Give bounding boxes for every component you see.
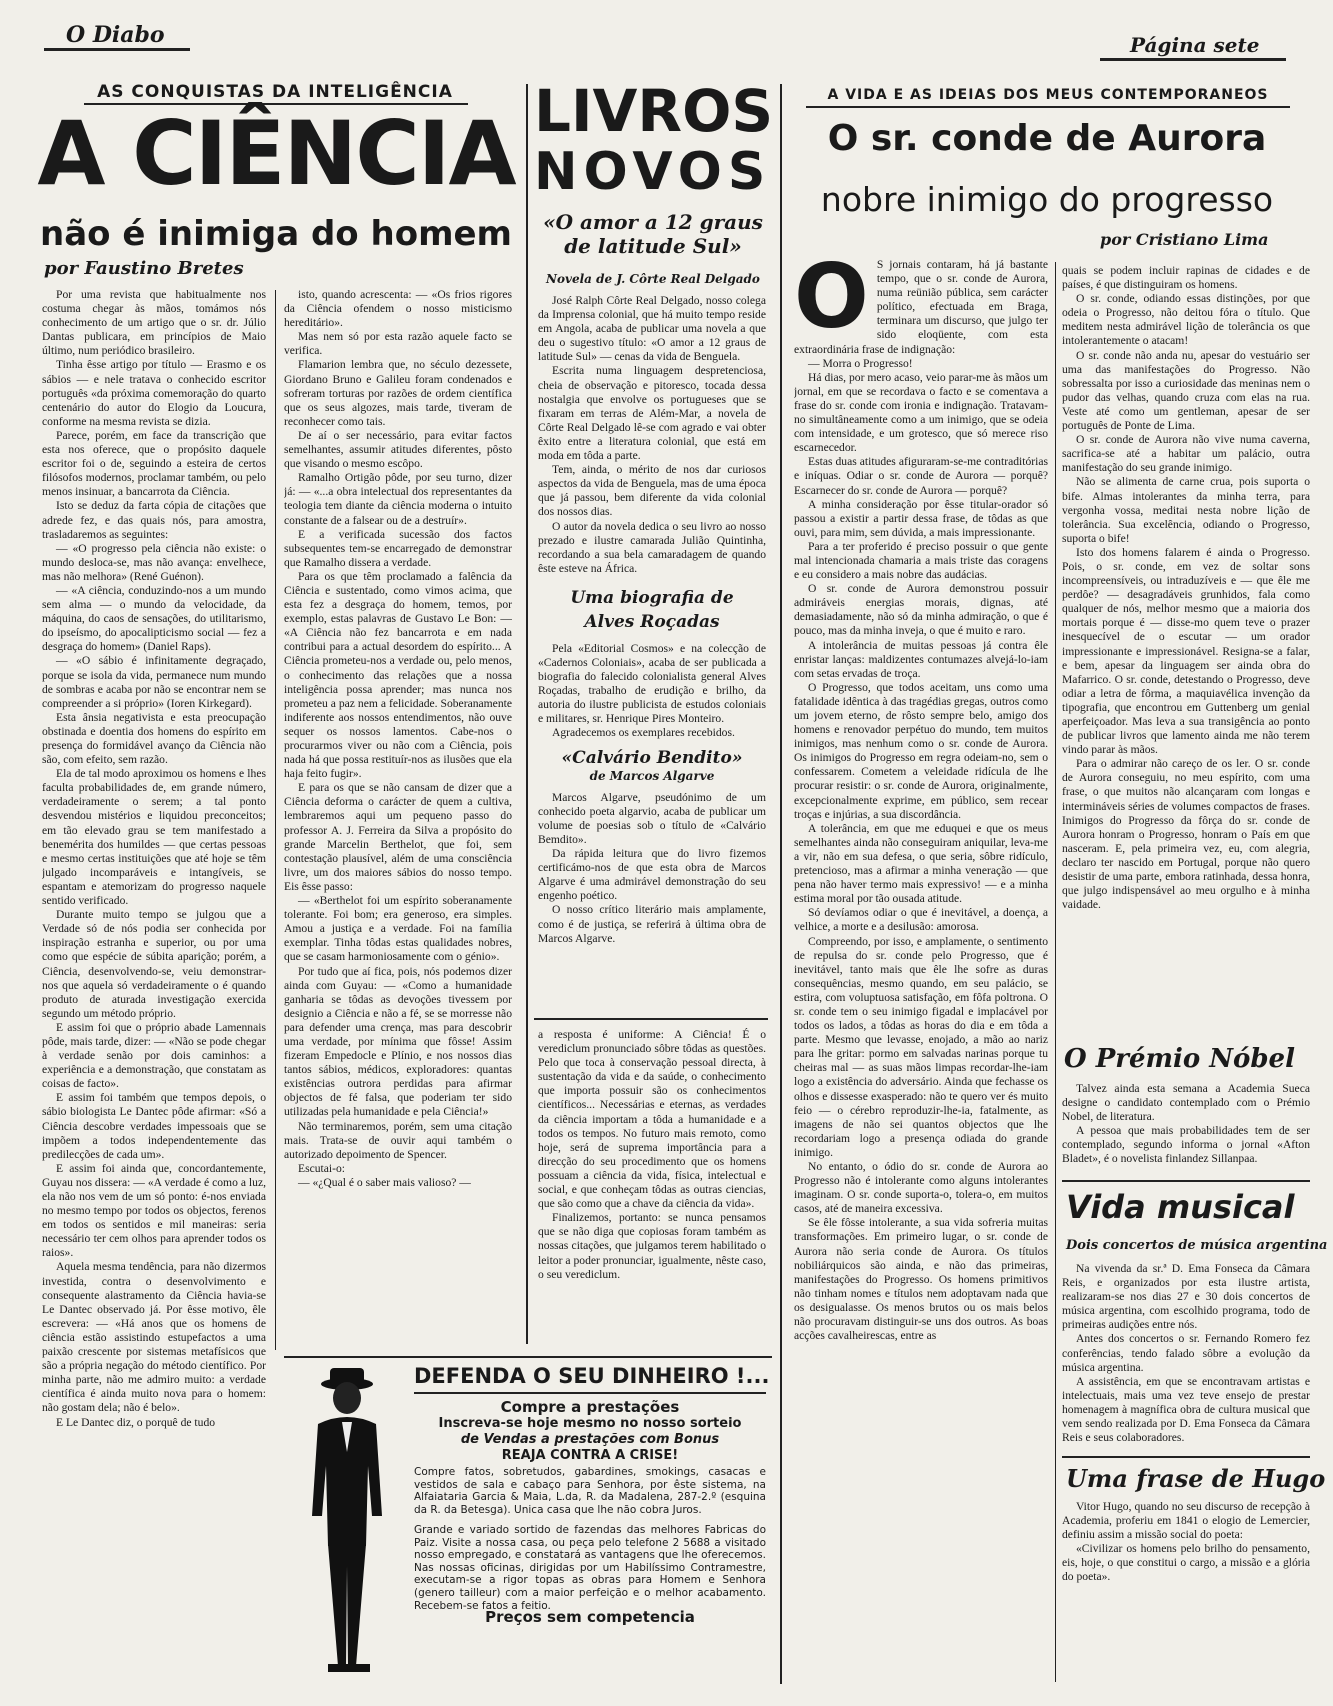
advert-sub1: Compre a prestações [500, 1398, 680, 1416]
paragraph: Agradecemos os exemplares recebidos. [552, 726, 735, 740]
paragraph: Mas nem só por esta razão aquele facto se verifica. [284, 330, 512, 358]
paragraph: Aquela mesma tendência, para não dizermos investida, contra o desenvolvimento e consequente alastramento da Ciência havia-se Le Dantec observado já. Por êsse motivo, êle escrevera: — «Há anos que os homens de ciência estão assistindo estupefactos a uma paixão crescente por sistemas metafísicos que são a própria negação do método científico. Por minha parte, não me admiro muito: a verdade científica é ainda muito nova para o homem: não gostam dela; não é belo». [42, 1260, 266, 1415]
paragraph: quais se podem incluir rapinas de cidades e de países, é que distinguiram os homens. [1062, 264, 1310, 292]
header-rule-right [1100, 58, 1286, 61]
right-col-2 [1062, 264, 1310, 1034]
right-title-line1: O sr. conde de Aurora [827, 118, 1267, 159]
music-subtitle: Dois concertos de música argentina [1066, 1238, 1328, 1253]
paragraph: Há dias, por mero acaso, veio parar-me às mãos um jornal, em que se recordava o facto e se comentava a frase do sr. conde com ironia e indignação. Tratavam-no simultâneamente como a um inimigo, que se odeia com intensidade, e um grotesco, que só merece riso escarnecedor. [794, 370, 1048, 455]
paragraph: A assistência, em que se encontravam artistas e intelectuais, mais uma vez teve ensejo de prestar homenagem à magnífica obra de cultura musical que vem sendo realizada por D. Ema Fonseca da Câmara Reis e seus colaboradores. [1062, 1374, 1310, 1445]
paragraph: Tem, ainda, o mérito de nos dar curiosos aspectos da vida de Benguela, mas de uma época que já passou, bem diferente da vida colonial dos nossos dias. [538, 463, 766, 519]
paragraph: Esta ânsia negativista e esta preocupação obstinada e doentia dos homens do espírito em presença do formidável avanço da Ciência não são, com efeito, sem razão. [42, 710, 266, 767]
paragraph: isto, quando acrescenta: — «Os frios rigores da Ciência ofendem o nosso misticismo hereditário». [284, 288, 512, 330]
hugo-title: Uma frase de Hugo [1066, 1464, 1326, 1493]
paragraph: E a verificada sucessão dos factos subsequentes tem-se encarregado de demonstrar que Ramalho dissera a verdade. [284, 527, 512, 569]
advert-headline: DEFENDA O SEU DINHEIRO !... [414, 1364, 770, 1388]
advert-sub2: Inscreva-se hoje mesmo no nosso sorteio [438, 1416, 742, 1431]
advert-sub3: de Vendas a prestações com Bonus [460, 1432, 720, 1447]
paragraph: — Morra o Progresso! [808, 356, 913, 370]
column-divider [526, 84, 528, 1344]
paragraph: E assim foi também que tempos depois, o sábio biologista Le Dantec pôde afirmar: «Só a Ciência descobre verdades impessoais que se impõem a todos independentemente das predilecções de cada um». [42, 1091, 266, 1161]
paragraph: E para os que se não cansam de dizer que a Ciência deforma o carácter de quem a cultiva, lembraremos aqui um pequeno passo do professor A. J. Ferreira da Silva a propósito do grande Marcelin Berthelot, que foi, sem contestação plausível, além de uma consciência livre, um dos maiores sábios do nosso tempo. Eis êsse passo: [284, 781, 512, 893]
left-kicker: AS CONQUISTAS DA INTELIGÊNCIA [97, 82, 453, 102]
masthead-title: O Diabo [66, 22, 165, 48]
paragraph: Antes dos concertos o sr. Fernando Romero fez conferências, tendo falado sôbre a evolução da música argentina. [1062, 1332, 1310, 1374]
left-byline: por Faustino Bretes [44, 258, 244, 279]
paragraph: O Progresso, que todos aceitam, uns como uma fatalidade idêntica à das tragédias gregas, outros como um jovem eterno, de rôsto sempre belo, amigo dos homens e renovador perpétuo do mundo, tem muitos inimigos, mas nenhum como o sr. conde de Aurora. Os inimigos do Progresso em regra odeiam-no, sem o confessarem. Cometem a veleidade ridícula de lhe procurar resistir: o sr. conde de Aurora, originalmente, excepcionalmente exprime, em público, sem recear troças e injúrias, a sua discordância. [794, 680, 1048, 821]
paragraph: Da rápida leitura que do livro fizemos certificámo-nos de que esta obra de Marcos Algarve é uma admirável demonstração do seu engenho poético. [538, 847, 766, 903]
paragraph: «Civilizar os homens pelo brilho do pensamento, eis, hoje, o que constitui o cargo, a missão e a glória do poeta». [1062, 1542, 1310, 1584]
advert-box [284, 1356, 772, 1688]
paragraph: — «O sábio é infinitamente degraçado, porque se isola da vida, permanece num mundo de sombras e acaba por não se encontrar nem se compreender a si próprio» (Ioren Kirkegard). [42, 654, 266, 710]
paragraph: Flamarion lembra que, no século dezessete, Giordano Bruno e Galileu foram condenados e sofreram torturas por razões de ordem científica que os seus algozes, mais tarde, tiveram de reconhecer como tais. [284, 358, 512, 428]
nobel-title: O Prémio Nóbel [1064, 1044, 1295, 1074]
paragraph: Escutai-o: [298, 1161, 346, 1175]
paragraph: Finalizemos, portanto: se nunca pensamos que se não diga que copiosas foram também as nossas citações, que julgamos terem habilitado o leitor a poder pronunciar, igualmente, nêste caso, o seu verediclum. [538, 1211, 766, 1281]
paragraph: Não terminaremos, porém, sem uma citação mais. Trata-se de ouvir aqui também o autorizado depoimento de Spencer. [284, 1119, 512, 1161]
music-title: Vida musical [1066, 1188, 1295, 1226]
music-body [1062, 1262, 1310, 1445]
paragraph: Por uma revista que habitualmente nos costuma chegar às mãos, tomámos nós conhecimento de um artigo que o sr. dr. Júlio Dantas publicara, em princípios de Maio último, num periódico brasileiro. [42, 288, 266, 358]
paragraph: Para os que têm proclamado a falência da Ciência e sustentado, como vimos acima, que esta fez a desgraça do homem, temos, por exemplo, estas palavras de Gustavo Le Bon: — «A Ciência não fez bancarrota e em nada contribui para a actual desordem do espírito... A Ciência prometeu-nos a verdade ou, pelo menos, o conhecimento das relações que a nossa inteligência possa aprender; mas nunca nos prometeu a paz nem a felicidade. Soberanamente indiferente aos nossos entendimentos, não ouve sequer os nossos lamentos. Cabe-nos o procurarmos viver ou não com a Ciência, pois nada há que possa restituír-nos as ilusões que ela haja feito fugir». [284, 569, 512, 781]
paragraph: O autor da novela dedica o seu livro ao nosso prezado e ilustre camarada Julião Quintinha, recordando a sua bela camaradagem de quando êste esteve na África. [538, 519, 766, 575]
right-title-line2: nobre inimigo do progresso [820, 180, 1274, 219]
paragraph: Para o admirar não careço de os ler. O sr. conde de Aurora conseguiu, no meu espírito, com uma frase, o que muitos não alcançaram com longas e intermináveis séries de volumes compactos de frases. Inimigos do Progresso da fôrça do sr. conde de Aurora honram o Progresso, honram o País em que nasceram. E, pela primeira vez, eu, com alegria, declaro ter nascido em Portugal, porque não quero desistir de uma parte, embora ratinhada, dessa honra, que julgo indispensável ao meu orgulho e à minha vaidade. [1062, 757, 1310, 912]
paragraph: — «Berthelot foi um espírito soberanamente tolerante. Foi bom; era generoso, era simples. Amou a justiça e a verdade. Foi na família exemplar. Tinha tôdas estas qualidades nobres, que se casam harmoniosamente com o génio». [284, 894, 512, 964]
dropcap-letter: O [794, 258, 869, 348]
paragraph: Marcos Algarve, pseudónimo de um conhecido poeta algarvio, acaba de publicar um volume de poesias sob o título de «Calvário Bemdito». [538, 790, 766, 846]
advert-headline-rule [414, 1392, 766, 1394]
paragraph: Não se alimenta de carne crua, pois suporta o bife. Almas intolerantes da minha terra, para vergonha vossa, meditai nesta nobre lição de tolerância. Sua excelência, odiando o Progresso, suporta o bife! [1062, 475, 1310, 545]
paragraph: A intolerância de muitas pessoas já contra êle enristar lanças: maldizentes contumazes alvejá-lo-iam com setas ervadas de troça. [794, 638, 1048, 680]
paragraph: — «¿Qual é o saber mais valioso? — [298, 1175, 471, 1189]
middle-title-livros: LIVROS [534, 77, 774, 145]
book3-subtitle: de Marcos Algarve [589, 768, 715, 783]
paragraph: Para a ter proferido é preciso possuir o que gente mal intencionada chamaria a mais triste das coragens e eu considero a mais nobre das audácias. [794, 539, 1048, 582]
paragraph: Estas duas atitudes afiguraram-se-me contraditórias e iníquas. Odiar o sr. conde de Aurora — porquê? Escarnecer do sr. conde de Aurora — porquê? [794, 455, 1048, 497]
paragraph: A tolerância, em que me eduquei e que os meus semelhantes ainda não conseguiram aniquilar, leva-me a vir, não em sua defesa, o que seria, sôbre ridículo, pretencioso, mas a afirmar a minha veneração — que pena não haver termo mais expressivo! — e a minha estima moral por tão ousada atitude. [794, 821, 1048, 906]
left-col-1 [42, 288, 266, 1688]
advert-body2: Grande e variado sortido de fazendas das melhores Fabricas do Paiz. Visite a nossa casa, ou peça pelo telefone 2 5688 a visitado nosso empregado, e constatará as vantagens que lhe oferecemos. Nas nossas oficinas, dirigidas por um Habilíssimo Contramestre, executam-se a rigor topas as obras para Homem e Senhora (genero tailleur) com a maior perfeição e o melhor acabamento. Recebem-se fatos a feitio. [414, 1524, 766, 1612]
column-divider [275, 290, 276, 1350]
paragraph: E Le Dantec diz, o porquê de tudo [56, 1415, 216, 1429]
paragraph: Isto dos homens falarem é ainda o Progresso. Pois, o sr. conde, em vez de soltar sons incompreensíveis, ou intraduzíveis e — que êle me perdôe? — desagradáveis grunhidos, fala como qualquer de nós, melhor mesmo que a maioria dos mortais porque é — disse-mo quem teve o prazer inesquecível de o escutar — um orador impressionante e impressionável. Resigna-se a falar, e bem, apesar da linguagem ser ainda obra do Mafarrico. O sr. conde, detestando o Progresso, deve odiar a letra de fôrma, a maquiavélica invenção da tipografia, que encontrou em Guttenberg um genial aperfeiçoador. Mas leva a sua transigência ao ponto de publicar livros que lamento ainda me não terem vindo parar às mãos. [1062, 545, 1310, 757]
paragraph: Por tudo que aí fica, pois, nós podemos dizer ainda com Guyau: — «Como a humanidade ganharia se tôdas as devoções tivessem por designio a Ciência e não a fé, se se morresse não para defender uma crença, mas para descobrir uma verdade, por mínima que fôsse! Assim fizeram Empedocle e Plínio, e nos nossos dias tantos sábios, médicos, exploradores: quantas existências outrora perdidas para afirmar objectos de fé falsa, que poderiam ter sido utilizadas pela humanidade e pela Ciência!» [284, 964, 512, 1119]
book2-title: Uma biografia de Alves Roçadas [570, 587, 734, 632]
paragraph: — «O progresso pela ciência não existe: o mundo desloca-se, mas não avança: envelhece, mas não melhora» (René Guénon). [42, 541, 266, 583]
paragraph: De aí o ser necessário, para evitar factos semelhantes, assumir atitudes diferentes, pôsto que visando o mesmo escôpo. [284, 428, 512, 471]
column-divider [1055, 262, 1056, 1682]
paragraph: O nosso crítico literário mais amplamente, como é de justiça, se referirá à última obra de Marcos Algarve. [538, 903, 766, 945]
advert-body1: Compre fatos, sobretudos, gabardines, smokings, casacas e vestidos de sala e cabaço para Senhora, por êste sistema, na Alfaiataria Garcia & Maia, L.da, R. da Madalena, 287-2.º (esquina da R. da Betesga). Unica casa que lhe não cobra Juros. [414, 1466, 766, 1516]
left-col-2 [284, 288, 512, 1342]
advert-footer: Preços sem competencia [485, 1608, 695, 1626]
paragraph: O sr. conde não anda nu, apesar do vestuário ser uma das manifestações do Progresso. Não sobressalta por isso a curiosidade das meninas nem o pudor das velhas, quando cruza com elas na rua. Veste até como um gentleman, apesar de ser português de Ponte de Lima. [1062, 348, 1310, 433]
paragraph: O sr. conde de Aurora não vive numa caverna, sacrifica-se até a habitar um palácio, outra manifestação do seu grande inimigo. [1062, 433, 1310, 475]
nobel-divider-rule [1062, 1180, 1310, 1182]
hugo-body [1062, 1500, 1310, 1585]
right-kicker: A VIDA E AS IDEIAS DOS MEUS CONTEMPORANEOS [827, 87, 1269, 103]
right-byline: por Cristiano Lima [1100, 230, 1269, 249]
paragraph: Talvez ainda esta semana a Academia Sueca designe o candidato contemplado com o Prémio Nobel, de literatura. [1062, 1082, 1310, 1124]
page-number-label: Página sete [1130, 33, 1260, 57]
right-kicker-rule [806, 106, 1290, 108]
paragraph: O sr. conde, odiando essas distinções, por que odeia o Progresso, não deitou fóra o título. Que meditem nesta admirável lição de tolerância os que intolerantemente o atacam! [1062, 292, 1310, 348]
left-subtitle: não é inimiga do homem [40, 214, 512, 254]
header-rule-left [44, 48, 190, 51]
paragraph: Só devíamos odiar o que é inevitável, a doença, a velhice, a morte e a desilusão: amorosa. [794, 906, 1048, 934]
left-title: A CIÊNCIA [37, 102, 515, 205]
paragraph: Pela «Editorial Cosmos» e na colecção de «Cadernos Coloniais», acaba de ser publicada a biografia do falecido colonialista general Alves Roçadas, trabalho de erudição e brilho, da autoria do ilustre publicista de estudos coloniais e militares, sr. Henrique Pires Monteiro. [538, 641, 766, 726]
right-col-1 [794, 258, 1048, 1688]
paragraph: Ela de tal modo aproximou os homens e lhes faculta probabilidades de, em grande número, verdadeiramente o serem; a tal ponto desvendou mistérios e liquidou preconceitos; em tão elevado grau se tem manifestado a benemérita dos humildes — que certas pessoas e mesmo certas instituições que até hoje se têm julgado incomparáveis e intangíveis, se espantam e atemorizam do progresso naquele sentido verificado. [42, 767, 266, 908]
paragraph: a resposta é uniforme: A Ciência! É o verediclum pronunciado sôbre tôdas as questões. Pelo que toca à conservação pessoal directa, à sustentação da vida e da saúde, o conhecimento que importa possuir são os conhecimentos científicos... Necessárias e eternas, as verdades da ciência importam a tôda a humanidade e a todos os tempos. No futuro mais remoto, como hoje, será de suprema importância para a direcção do seu procedimento que os homens possuam a ciência da vida, física, intelectual e social, e que conheçam tôdas as outras ciencias, que são como que a chave da ciência da vida». [538, 1028, 766, 1211]
paragraph: Isto se deduz da farta cópia de citações que adrede fez, e das quais nós, para amostra, trasladaremos as seguintes: [42, 499, 266, 541]
book1-title: «O amor a 12 graus de latitude Sul» [543, 210, 763, 258]
paragraph: O sr. conde de Aurora demonstrou possuir admiráveis energias morais, dignas, até demasiadamente, não só da minha admiração, o que é pouco, mas da minha inveja, o que é muito e raro. [794, 582, 1048, 638]
music-divider-rule [1062, 1456, 1310, 1458]
paragraph: A pessoa que mais probabilidades tem de ser contemplado, segundo informa o jornal «Afton Bladet», é o novelista finlandez Sillanpaa. [1062, 1124, 1310, 1166]
paragraph: José Ralph Côrte Real Delgado, nosso colega da Imprensa colonial, que há muito tempo reside em Angola, acaba de publicar uma novela a que deu o sugestivo título: «O amor a 12 graus de latitude Sul» — cenas da vida de Benguela. [538, 294, 766, 364]
paragraph: No entanto, o ódio do sr. conde de Aurora ao Progresso não é intolerante como alguns intolerantes imaginam. O sr. conde suporta-o, tolera-o, em muitos casos, até de maneira excessiva. [794, 1160, 1048, 1216]
middle-title-novos: NOVOS [534, 142, 772, 202]
paragraph: Compreendo, por isso, e amplamente, o sentimento de repulsa do sr. conde pelo Progresso, que é inevitável, tanto mais que êle lhe sofre as duras consequências, mesmo quando, em seu palácio, se estira, com voluptuosa satisfação, em fôfa poltrona. O sr. conde tem o seu inimigo figadal e implacável por todos os lados, a tôdas as horas do dia e em tôda a parte. Mesmo que levasse, enojado, a mão ao nariz para lhe gritar: pormo em salvadas narinas porque tu cheiras mal — as suas mãos limpas recordar-lhe-iam logo a existência do adversário. Ainda que fechasse os olhos e dissesse exasperado: não te quero ver és muito feio — o cérebro reproduzir-lhe-ia, fatalmente, as imagens de não sei quantos objectos que lhe recordariam logo a presença odiada do grande inimigo. [794, 934, 1048, 1159]
middle-col-continuation [538, 1028, 766, 1338]
advert-sub4: REAJA CONTRA A CRISE! [501, 1448, 679, 1463]
middle-divider-rule [534, 1018, 768, 1020]
paragraph: S jornais contaram, há já bastante tempo, que o sr. conde de Aurora, numa reünião pública, sem carácter político, efectuada em Braga, terminara um discurso, que julgo ter sido eloqüente, com esta extraordinária frase de indignação: [794, 258, 1048, 356]
paragraph: A minha consideração por êsse titular-orador só passou a existir a partir dessa frase, de tôdas as que ouvi, para mim, sem dúvida, a mais impressionante. [794, 497, 1048, 539]
paragraph: Durante muito tempo se julgou que a Verdade só de nós podia ser conhecida por inspiração estranha e superior, ou por uma como que espécie de súbita aparição; porém, a Ciência, desenvolvendo-se, veiu demonstrar-nos que aquela só verdadeiramente o é quando produto de aturada investigação exercida segundo um método próprio. [42, 908, 266, 1020]
book3-title: «Calvário Bendito» [561, 747, 743, 768]
paragraph: E assim foi que o próprio abade Lamennais pôde, mais tarde, dizer: — «Não se pode chegar à verdade senão por dois caminhos: a experiência e a demonstração, que constatam as coisas de facto». [42, 1020, 266, 1091]
column-divider [780, 84, 782, 1684]
paragraph: Ramalho Ortigão pôde, por seu turno, dizer já: — «...a obra intelectual dos representantes da teologia tem diante da ciência moderna o intuito constante de a falsear ou de a destruír». [284, 471, 512, 527]
paragraph: E assim foi ainda que, concordantemente, Guyau nos dissera: — «A verdade é como a luz, ela não nos vem de um só ponto: é-nos enviada no mesmo tempo por todos os objectos, ferenos em todos os sentidos e mil maneiras: seria necessário ter cem olhos para aprender todos os raios». [42, 1161, 266, 1260]
paragraph: Se êle fôsse intolerante, a sua vida sofreria muitas transformações. Em primeiro lugar, o sr. conde de Aurora não seria conde de Aurora. Os títulos nobiliárquicos são ainda, e não das primeiras, manifestações do Progresso. Os homens primitivos não tinham nomes e títulos nem adoptavam nada que os desigualasse. Os menos brutos ou os mais belos não procuravam distinguir-se uns dos outros. As boas acções cavalheirescas, entre as [794, 1216, 1048, 1343]
paragraph: Na vivenda da sr.ª D. Ema Fonseca da Câmara Reis, e organizados por esta ilustre artista, realizaram-se nos dias 27 e 30 dois concertos de música argentina, com escolhido programa, todo de primeiras audições entre nós. [1062, 1262, 1310, 1332]
gentleman-figure-icon [292, 1366, 402, 1686]
paragraph: Vitor Hugo, quando no seu discurso de recepção à Academia, proferiu em 1841 o elogio de Lemercier, definiu assim a missão social do poeta: [1062, 1500, 1310, 1542]
book1-subtitle: Novela de J. Côrte Real Delgado [546, 272, 760, 286]
paragraph: Escrita numa linguagem despretenciosa, cheia de observação e pitoresco, tocada dessa nostalgia que envolve os portugueses que se fixaram em terras de Além-Mar, a novela de Côrte Real Delgado lê-se com agrado e vai obter êxito entre a literatura colonial, que está em moda em tôda a parte. [538, 364, 766, 463]
middle-col-books [538, 294, 766, 1016]
paragraph: — «A ciência, conduzindo-nos a um mundo sem alma — o mundo da velocidade, da máquina, do caos de sensações, do utilitarismo, do ipseísmo, do apocalipticismo social — fez a desgraça do homem» (Daniel Raps). [42, 583, 266, 654]
nobel-body [1062, 1082, 1310, 1167]
paragraph: Parece, porém, em face da transcrição que esta nos oferece, que o propósito daquele escritor foi o de, seguindo a esteira de certos filósofos modernos, proclamar também, ou pelo menos insinuar, a bancarrota da Ciência. [42, 428, 266, 499]
paragraph: Tinha êsse artigo por título — Erasmo e os sábios — e nele tratava o conhecido escritor português «da próxima comemoração do quarto centenário do autor do Elogio da Loucura, conforme na mesma revista se dizia. [42, 358, 266, 428]
